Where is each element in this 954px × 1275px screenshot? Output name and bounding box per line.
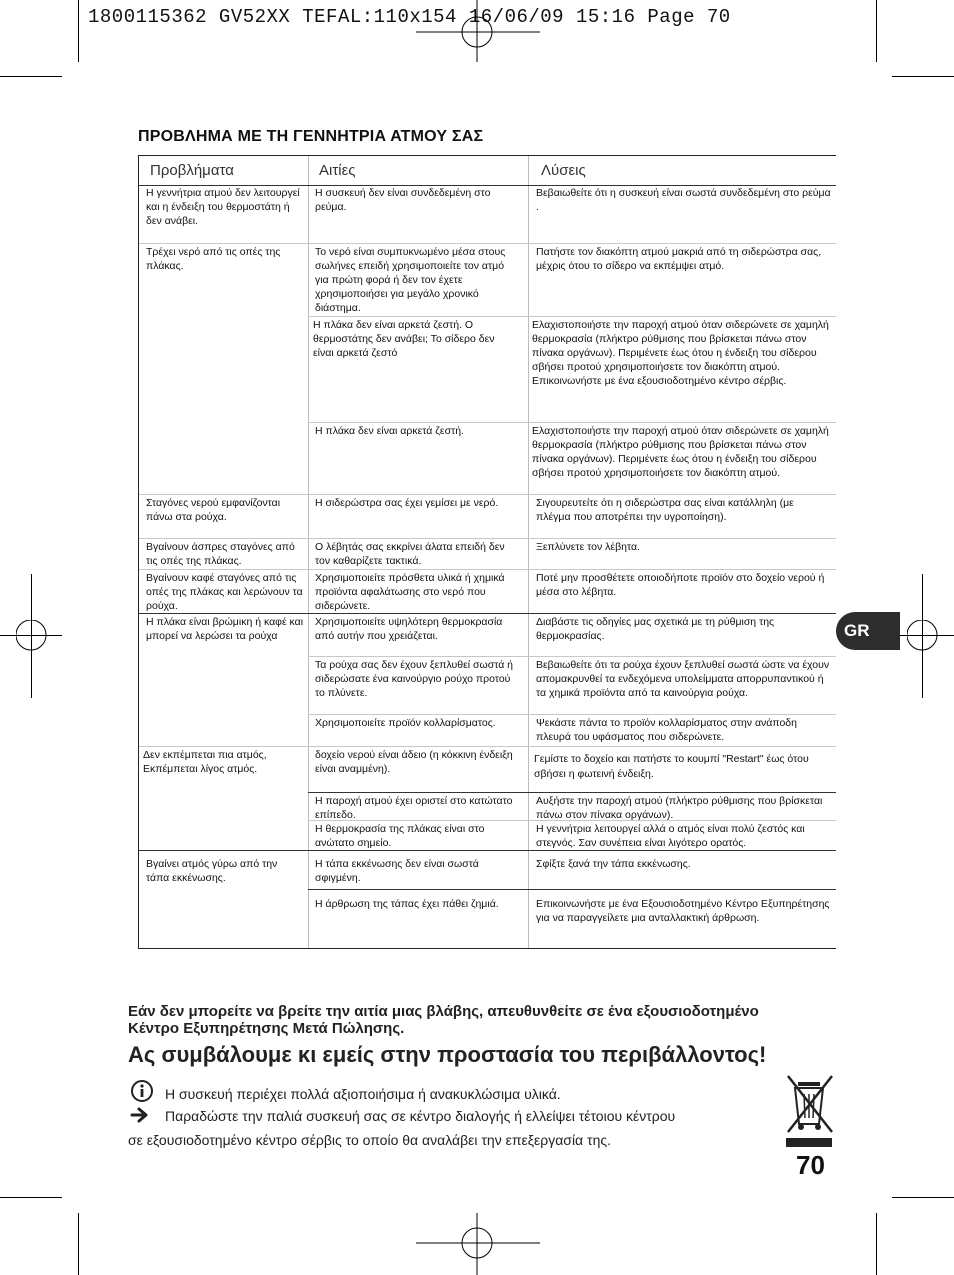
cause-cell: Η πλάκα δεν είναι αρκετά ζεστή.	[315, 425, 464, 437]
page-number: 70	[796, 1150, 825, 1180]
language-tab: GR	[836, 612, 900, 650]
cause-cell: Τα ρούχα σας δεν έχουν ξεπλυθεί σωστά ή σιδερώσατε ένα καινούργιο ρούχο προτού το πλύνετε.	[315, 659, 514, 699]
solution-cell: Πατήστε τον διακόπτη ατμού μακριά από τη σιδερώστρα σας, μέχρις ότου το σίδερο να εκπέμψει ατμό.	[536, 246, 822, 272]
problem-cell: Βγαίνουν καφέ σταγόνες από τις οπές της πλάκας και λερώνουν τα ρούχα.	[146, 572, 303, 612]
registration-mark-top	[416, 0, 540, 62]
solution-cell: Διαβάστε τις οδηγίες μας σχετικά με τη ρύθμιση της θερμοκρασίας.	[536, 616, 775, 642]
environment-line-3: σε εξουσιοδοτημένο κέντρο σέρβις το οποίο θα αναλάβει την επεξεργασία της.	[128, 1132, 611, 1148]
cause-cell: δοχείο νερού είναι άδειο (η κόκκινη ένδειξη είναι αναμμένη).	[315, 749, 513, 775]
troubleshooting-table	[138, 155, 836, 949]
environment-line-2: Παραδώστε την παλιά συσκευή σας σε κέντρο διαλογής ή ελλείψει τέτοιου κέντρου	[165, 1108, 676, 1124]
registration-circle-right	[907, 620, 939, 652]
cause-cell: Η πλάκα δεν είναι αρκετά ζεστή. Ο θερμοστάτης δεν ανάβει; Το σίδερο δεν είναι αρκετά ζεστό	[313, 319, 495, 359]
solution-cell: Αυξήστε την παροχή ατμού (πλήκτρο ρύθμισης που βρίσκεται πάνω στον πίνακα οργάνων).	[536, 795, 823, 821]
cause-cell: Η παροχή ατμού έχει οριστεί στο κατώτατο επίπεδο.	[315, 795, 513, 821]
service-note: Εάν δεν μπορείτε να βρείτε την αιτία μιας βλάβης, απευθυνθείτε σε ένα εξουσιοδοτημένο Κέντρο Εξυπηρέτησης Μετά Πώλησης.	[128, 1003, 759, 1037]
cause-cell: Ο λέβητάς σας εκκρίνει άλατα επειδή δεν τον καθαρίζετε τακτικά.	[315, 541, 505, 567]
cause-cell: Η συσκευή δεν είναι συνδεδεμένη στο ρεύμα.	[315, 187, 491, 213]
cause-cell: Χρησιμοποιείτε προϊόν κολλαρίσματος.	[315, 717, 496, 729]
solution-cell: Η γεννήτρια λειτουργεί αλλά ο ατμός είναι πολύ ζεστός και στεγνός. Σαν συνέπεια είναι λιγότερο ορατός.	[536, 823, 805, 849]
arrow-right-icon	[130, 1105, 152, 1125]
solution-cell: Επικοινωνήστε με ένα Εξουσιοδοτημένο Κέντρο Εξυπηρέτησης για να παραγγείλετε μια ανταλλακτική άρθρωση.	[536, 898, 830, 924]
info-circle-icon	[130, 1079, 154, 1103]
solution-cell: Ελαχιστοποιήστε την παροχή ατμού όταν σιδερώνετε σε χαμηλή θερμοκρασία (πλήκτρο ρύθμισης που βρίσκεται πάνω στον πίνακα οργάνων). Περιμένετε έως ότου η ένδειξη του σίδερου σβήσει προτού χρησιμοποιήσετε τον διακόπτη ατμού.	[532, 425, 829, 479]
solution-cell: Βεβαιωθείτε ότι η συσκευή είναι σωστά συνδεδεμένη στο ρεύμα .	[536, 187, 831, 213]
solution-cell: Ξεπλύνετε τον λέβητα.	[536, 541, 640, 553]
problem-cell: Τρέχει νερό από τις οπές της πλάκας.	[146, 246, 281, 272]
problem-cell: Η γεννήτρια ατμού δεν λειτουργεί και η ένδειξη του θερμοστάτη ή δεν ανάβει.	[146, 187, 300, 227]
column-header-problems: Προβλήματα	[150, 162, 234, 179]
problem-cell: Σταγόνες νερού εμφανίζονται πάνω στα ρούχα.	[146, 497, 281, 523]
solution-cell: Ποτέ μην προσθέτετε οποιοδήποτε προϊόν στο δοχείο νερού ή μέσα στο λέβητα.	[536, 572, 825, 598]
cause-cell: Χρησιμοποιείτε πρόσθετα υλικά ή χημικά προϊόντα αφαλάτωσης στο νερό που σιδερώνετε.	[315, 572, 505, 612]
cause-cell: Το νερό είναι συμπυκνωμένο μέσα στους σωλήνες επειδή χρησιμοποιείτε τον ατμό για πρώτη φορά ή δεν τον έχετε χρησιμοποιήσει για μεγάλο χρονικό διάστημα.	[315, 246, 506, 314]
cause-cell: Η άρθρωση της τάπας έχει πάθει ζημιά.	[315, 898, 499, 910]
problem-cell: Η πλάκα είναι βρώμικη ή καφέ και μπορεί να λερώσει τα ρούχα	[146, 616, 304, 642]
environment-line-1: Η συσκευή περιέχει πολλά αξιοποιήσιμα ή ανακυκλώσιμα υλικά.	[165, 1086, 561, 1102]
section-title: ΠΡΟΒΛΗΜΑ ΜΕ ΤΗ ΓΕΝΝΗΤΡΙΑ ΑΤΜΟΥ ΣΑΣ	[138, 128, 484, 145]
environment-title: Ας συμβάλουμε κι εμείς στην προστασία του περιβάλλοντος!	[128, 1042, 767, 1067]
problem-cell: Δεν εκπέμπεται πια ατμός, Εκπέμπεται λίγος ατμός.	[143, 749, 267, 775]
cause-cell: Η θερμοκρασία της πλάκας είναι στο ανώτατο σημείο.	[315, 823, 485, 849]
registration-mark-bottom	[416, 1213, 540, 1275]
column-header-causes: Αιτίες	[319, 162, 356, 179]
solution-cell: Ελαχιστοποιήστε την παροχή ατμού όταν σιδερώνετε σε χαμηλή θερμοκρασία (πλήκτρο ρύθμισης που βρίσκεται πάνω στον πίνακα οργάνων). Περιμένετε έως ότου η ένδειξη του σίδερου σβήσει προτού χρησιμοποιήσετε τον διακόπτη ατμού. Επικοινωνήστε με ένα εξουσιοδοτημένο κέντρο σέρβις.	[532, 319, 829, 387]
solution-cell: Ψεκάστε πάντα το προϊόν κολλαρίσματος στην ανάποδη πλευρά του υφάσματος που σιδερώνετε.	[536, 717, 797, 743]
solution-cell: Σφίξτε ξανά την τάπα εκκένωσης.	[536, 858, 691, 870]
problem-cell: Βγαίνουν άσπρες σταγόνες από τις οπές της πλάκας.	[146, 541, 295, 567]
column-header-solutions: Λύσεις	[541, 162, 586, 179]
cause-cell: Χρησιμοποιείτε υψηλότερη θερμοκρασία από αυτήν που χρειάζεται.	[315, 616, 503, 642]
registration-circle-left	[16, 620, 48, 652]
solution-cell: Βεβαιωθείτε ότι τα ρούχα έχουν ξεπλυθεί σωστά ώστε να έχουν απομακρυνθεί τα ενδεχόμενα υπολείμματα απορρυπαντικού ή τα χημικά προϊόντα από τα καινούργια ρούχα.	[536, 659, 830, 699]
print-header: 1800115362 GV52XX TEFAL:110x154 16/06/09 15:16 Page 70	[88, 6, 731, 28]
crossed-bin-icon	[784, 1072, 836, 1150]
cause-cell: Η τάπα εκκένωσης δεν είναι σωστά σφιγμένη.	[315, 858, 479, 884]
problem-cell: Βγαίνει ατμός γύρω από την τάπα εκκένωσης.	[146, 858, 278, 884]
solution-cell: Γεμίστε το δοχείο και πατήστε το κουμπί "Restart" έως ότου σβήσει η φωτεινή ένδειξη.	[534, 753, 809, 780]
cause-cell: Η σιδερώστρα σας έχει γεμίσει με νερό.	[315, 497, 499, 509]
solution-cell: Σιγουρευτείτε ότι η σιδερώστρα σας είναι κατάλληλη (με πλέγμα που αποτρέπει την υγροποίηση).	[536, 497, 794, 523]
